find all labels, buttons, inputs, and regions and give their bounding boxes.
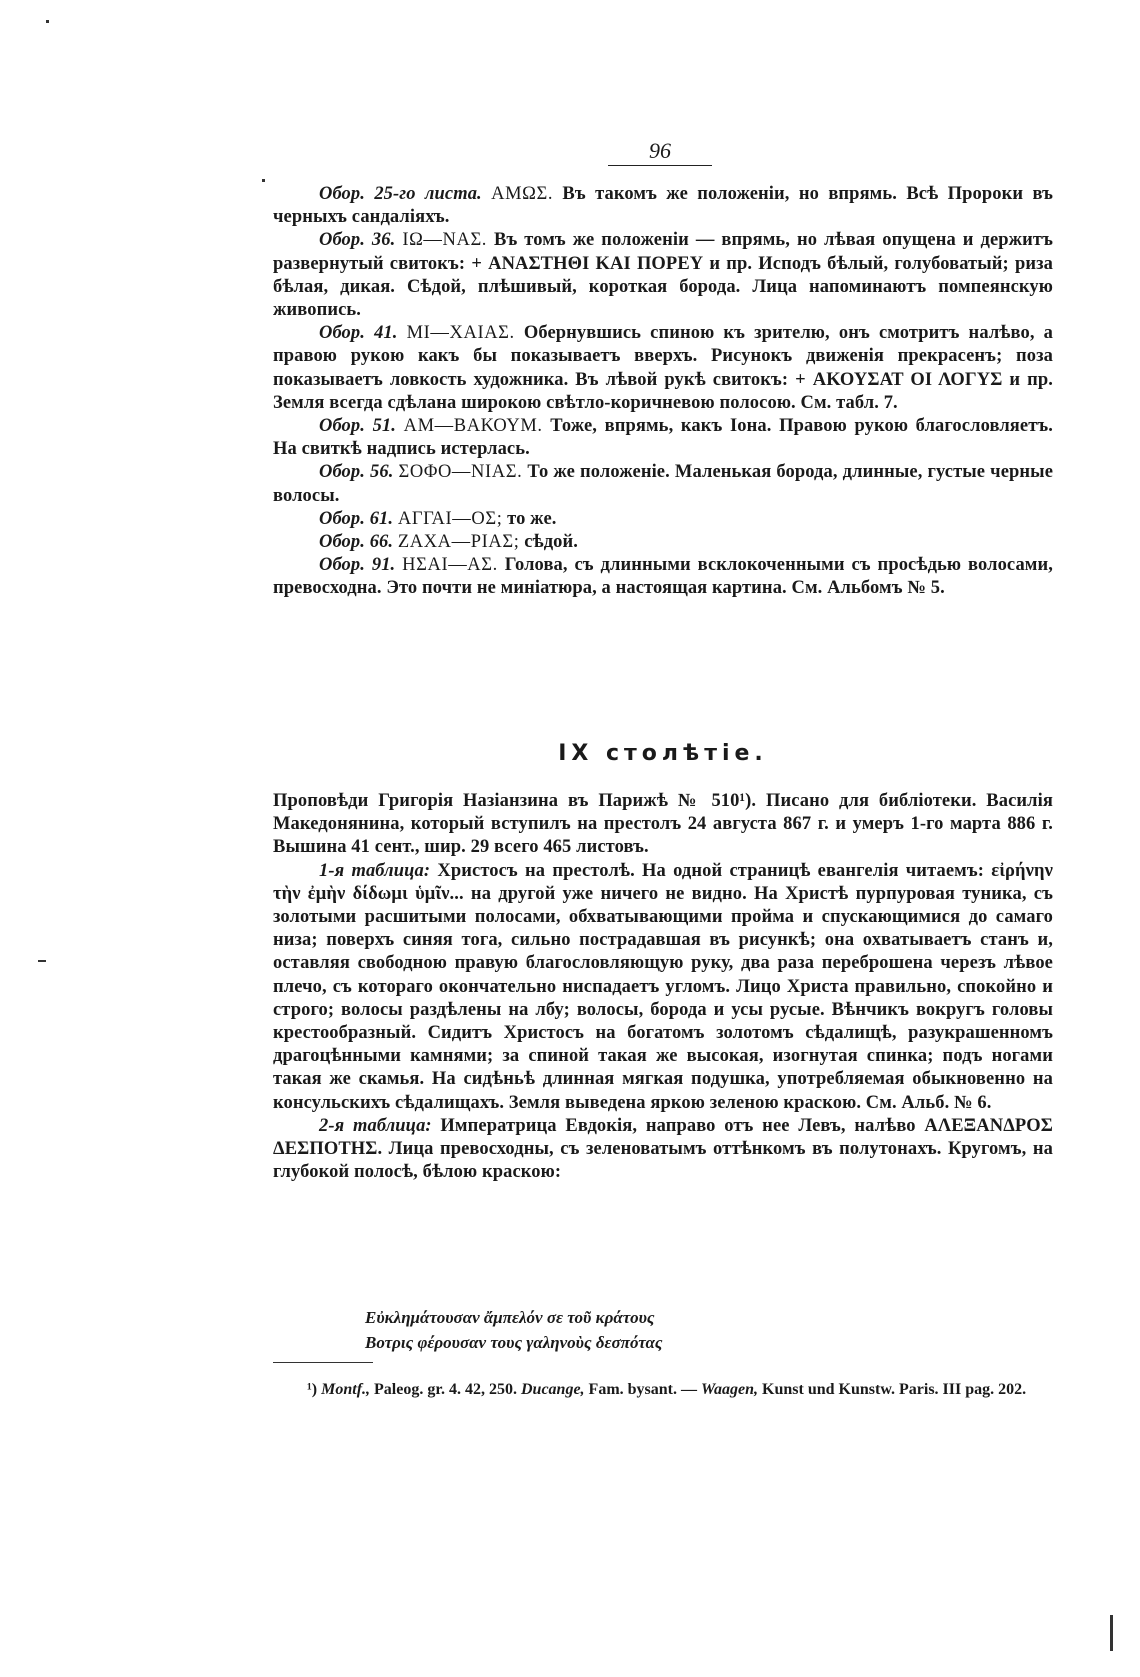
paragraph	[273, 461, 1053, 507]
bottom-text-block	[273, 790, 1053, 1184]
page-number: 96	[649, 138, 671, 163]
page-number-rule	[608, 165, 712, 166]
paragraph-text: Въ томъ же положеніи — впрямь, но лѣвая опущена и держитъ развернутый свитокъ: + ΑΝΑΣΤΗΘΙ ΚΑΙ ΠΟΡΕΥ и пр. Исподъ бѣлый, голубоватый; риза бѣлая, дикая. Сѣдой, плѣшивый, короткая борода. Лица напоминаютъ помпеянскую живопись.	[273, 230, 1053, 321]
paragraph-text: Императрица Евдокія, направо отъ нее Левъ, налѣво ΑΛΕΞΑΝΔΡΟΣ ΔΕΣΠΟΤΗΣ. Лица превосходны, съ зеленоватымъ оттѣнкомъ въ полутонахъ. Кругомъ, на глубокой полосѣ, бѣлою краскою:	[273, 1115, 1053, 1183]
paragraph	[273, 508, 1053, 531]
reference: Fam. bysant. —	[584, 1381, 701, 1398]
folio-label: Обор. 56.	[319, 462, 394, 483]
scan-speck	[262, 179, 265, 182]
prophet-name: ΜΙ—ΧΑΙΑΣ.	[406, 323, 515, 344]
paragraph-text: Тоже, впрямь, какъ Іона. Правою рукою благословляетъ. На свиткѣ надпись истерлась.	[273, 416, 1054, 460]
top-text-block	[273, 183, 1053, 601]
paragraph	[273, 229, 1053, 322]
prophet-name: ΑΓΓΑΙ—ΟΣ;	[397, 508, 503, 529]
folio-label: Обор. 66.	[319, 532, 394, 553]
folio-label: Обор. 61.	[319, 508, 394, 529]
paragraph	[273, 860, 1053, 1115]
folio-label: Обор. 91.	[319, 555, 396, 576]
paragraph-text: То же положеніе. Маленькая борода, длинные, густые черные волосы.	[273, 462, 1054, 506]
prophet-name: ΗΣΑΙ—ΑΣ.	[402, 555, 498, 576]
paragraph	[273, 790, 1053, 860]
paragraph	[273, 531, 1053, 554]
paragraph-text: Христосъ на престолѣ. На одной страницѣ евангелія читаемъ: εἰρήνην τὴν ἐμὴν δίδωμι ὑμῖν... на другой уже ничего не видно. На Христѣ пурпуровая туника, съ золотыми расшитыми полосами, обхватывающими пройма и спускающимися до самаго низа; поверхъ синяя тога, сильно пострадавшая въ рисункѣ; она охватываетъ станъ и, оставляя свободною правую благословляющую руку, два раза переброшена черезъ лѣвое плечо, съ котораго окончательно ниспадаетъ угломъ. Лицо Христа правильно, спокойно и строго; волосы раздѣлены на лбу; волосы, борода и усы русые. Вѣнчикъ вокругъ головы крестообразный. Сидитъ Христосъ на богатомъ золотомъ сѣдалищѣ, разукрашенномъ драгоцѣнными камнями; за спиной такая же высокая, изогнутая спинка; подъ ногами такая же скамья. На сидѣньѣ длинная мягкая подушка, употребляемая обыкновенно на консульскихъ сѣдалищахъ. Земля выведена яркою зеленою краскою. См. Альб. № 6.	[273, 860, 1053, 1113]
section-heading: IX столѣтіе.	[558, 741, 768, 766]
footnote-rule	[273, 1362, 373, 1363]
footnote	[273, 1378, 1053, 1401]
paragraph	[273, 1115, 1053, 1185]
paragraph	[273, 554, 1053, 600]
prophet-name: ΑΜ—ΒΑΚΟΥΜ.	[403, 416, 543, 437]
scan-speck	[46, 20, 49, 23]
paragraph-text: Голова, съ длинными всклокоченными съ просѣдью волосами, превосходна. Это почти не миніатюра, а настоящая картина. См. Альбомъ № 5.	[273, 555, 1053, 599]
paragraph	[273, 415, 1053, 461]
folio-label: Обор. 36.	[319, 230, 396, 251]
paragraph	[273, 183, 1053, 229]
reference: Kunst und Kunstw. Paris. III pag. 202.	[758, 1381, 1027, 1398]
greek-verse	[365, 1305, 663, 1355]
paragraph-text: то же.	[502, 508, 557, 529]
author: Montf.,	[321, 1381, 371, 1398]
folio-label: Обор. 25-го листа.	[319, 184, 482, 204]
folio-label: Обор. 41.	[319, 323, 398, 344]
prophet-name: ΙΩ—ΝΑΣ.	[402, 230, 488, 251]
table-label: 1-я таблица:	[319, 860, 431, 881]
paragraph-text: Проповѣди Григорія Назіанзина въ Парижѣ № 510¹). Писано для библіотеки. Василія Македонянина, который вступилъ на престолъ 24 августа 867 г. и умеръ 1-го марта 886 г. Вышина 41 сент., шир. 29 всего 465 листовъ.	[273, 791, 1053, 858]
author: Waagen,	[701, 1381, 759, 1398]
paragraph-text: Обернувшись спиною къ зрителю, онъ смотритъ налѣво, а правою рукою какъ бы показываетъ вверхъ. Рисунокъ движенія прекрасенъ; поза показываетъ ловкость художника. Въ лѣвой рукѣ свитокъ: + ΑΚΟΥΣΑΤ ΟΙ ΛΟΓΥΣ и пр. Земля всегда сдѣлана широкою свѣтло-коричневою полосою. См. табл. 7.	[273, 323, 1053, 413]
prophet-name: ΣΟΦΟ—ΝΙΑΣ.	[398, 462, 523, 483]
prophet-name: ΖΑΧΑ—ΡΙΑΣ;	[397, 532, 520, 553]
scan-edge-mark	[1110, 1615, 1113, 1651]
paragraph	[273, 322, 1053, 415]
folio-label: Обор. 51.	[319, 416, 397, 437]
reference: Paleog. gr. 4. 42, 250.	[370, 1381, 521, 1398]
author: Ducange,	[520, 1381, 585, 1398]
paragraph-text: сѣдой.	[519, 532, 578, 553]
verse-line: Βοτρις φέρουσαν τους γαληνοὺς δεσπότας	[365, 1333, 663, 1352]
scan-speck	[38, 960, 46, 962]
verse-line: Εὐκλημάτουσαν ἄμπελόν σε τοῦ κράτους	[365, 1308, 655, 1327]
paragraph-text: Въ такомъ же положеніи, но впрямь. Всѣ Пророки въ черныхъ сандаліяхъ.	[273, 184, 1053, 228]
prophet-name: ΑΜΩΣ.	[491, 184, 554, 204]
table-label: 2-я таблица:	[319, 1115, 432, 1136]
footnote-marker: ¹)	[307, 1381, 318, 1398]
